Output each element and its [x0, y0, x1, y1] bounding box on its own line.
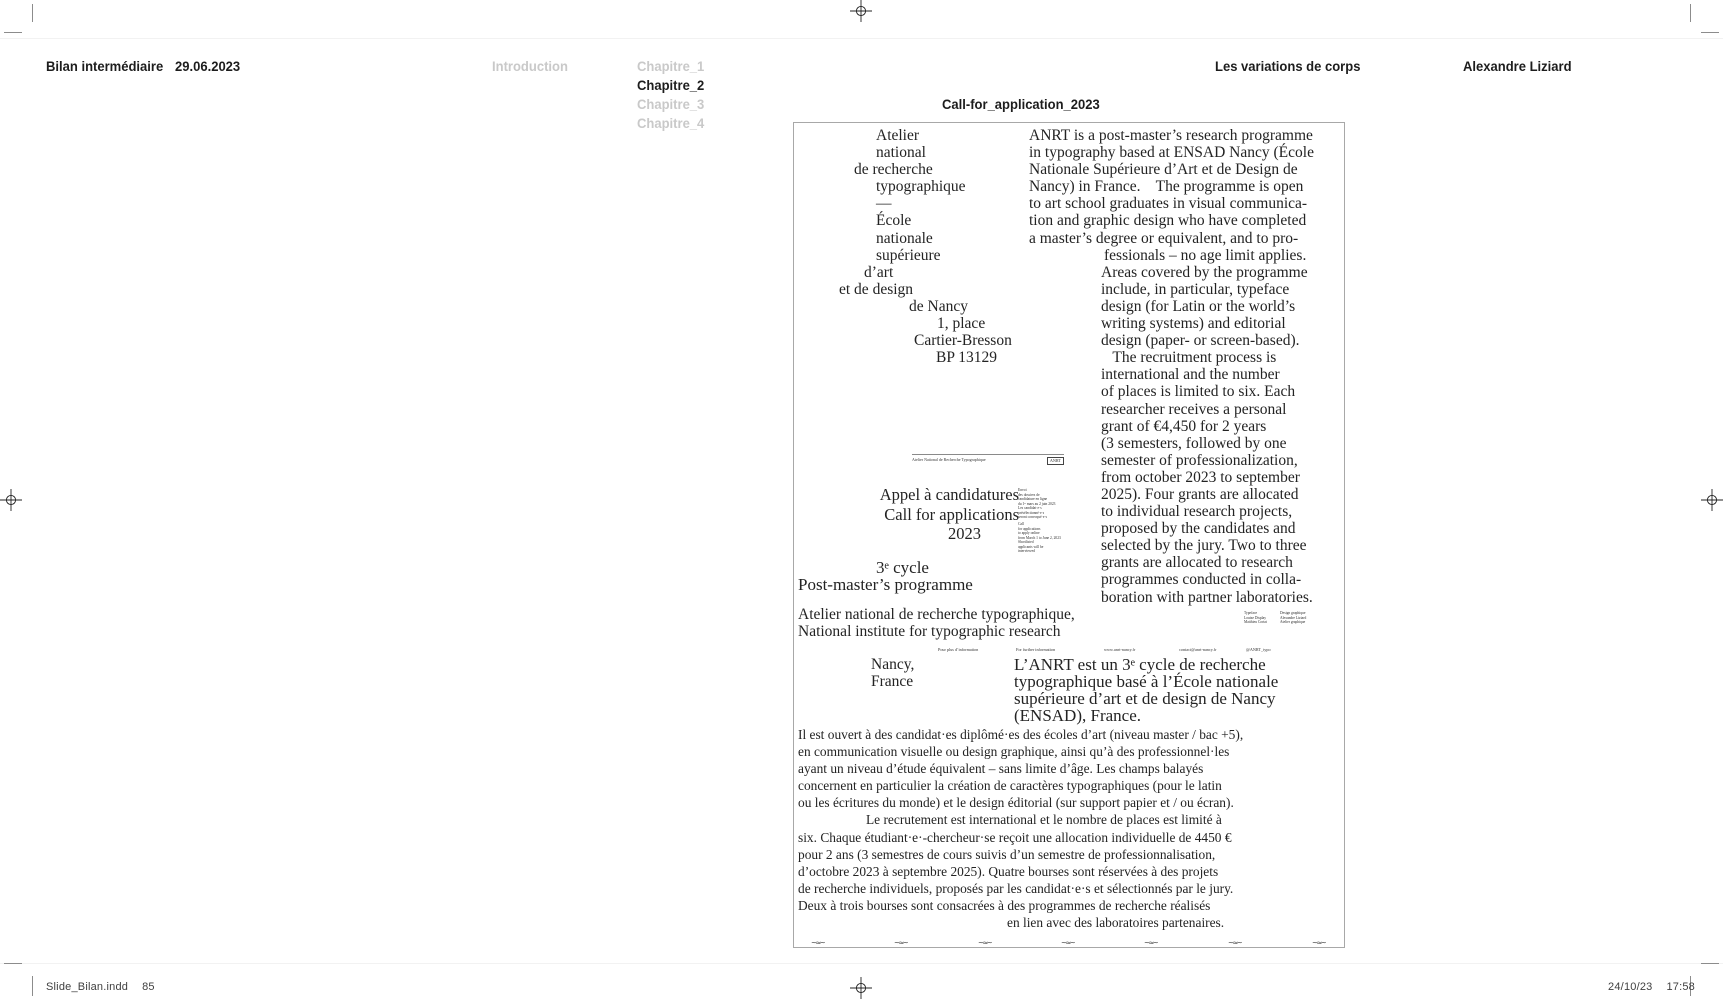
intro-en-line: in typography based at ENSAD Nancy (École [1029, 144, 1314, 162]
intro-en-line: a master’s degree or equivalent, and to pro- [1029, 229, 1299, 247]
intro-en-line: fessionals – no age limit applies. [1104, 246, 1307, 264]
registration-mark-icon [1701, 489, 1723, 511]
fr-line: de recherche individuels, proposés par les candidat·e·s et sélectionnés par le jury. [798, 880, 1234, 896]
intro-en-line: researcher receives a personal [1101, 400, 1287, 418]
location-line: Nancy, [871, 656, 915, 673]
fr-line: concernent en particulier la création de caractères typographiques (pour le latin [798, 778, 1222, 794]
micro-line: Envoi [1018, 488, 1027, 492]
anrt-fr-line: L’ANRT est un 3ᵉ cycle de recherche [1014, 655, 1266, 674]
info-item: Pour plus d’information [938, 647, 979, 652]
crop-mark [1690, 4, 1691, 22]
footer-right [1608, 981, 1695, 993]
intro-en-line: tion and graphic design who have completed [1029, 212, 1307, 230]
cycle-line: Post-master’s programme [798, 575, 973, 595]
artwork-title: Call-for_application_2023 [942, 96, 1100, 112]
partner-logo-icon: ~≈~ [1061, 939, 1075, 947]
registration-mark-icon [850, 0, 872, 22]
micro-line: for applications [1018, 526, 1041, 531]
chapter-nav [637, 57, 704, 133]
footer-page-number: 85 [142, 981, 155, 993]
intro-en-line: semester of professionalization, [1101, 451, 1298, 469]
micro-line: présélectionné·e·s [1018, 510, 1045, 515]
fr-line: Il est ouvert à des candidat·es diplômé·es des écoles d’art (niveau master / bac +5), [798, 727, 1244, 742]
fr-line: pour 2 ans (3 semestres de cours suivis d’un semestre de professionnalisation, [798, 846, 1216, 862]
location-line: France [871, 673, 914, 691]
fr-line: ayant un niveau d’étude équivalent – sans limite d’âge. Les champs balayés [798, 761, 1204, 777]
call-line: 2023 [948, 524, 981, 543]
intro-en-line: The recruitment process is [1101, 349, 1277, 367]
intro-en-line: Areas covered by the programme [1101, 263, 1308, 281]
address-line: nationale [876, 229, 933, 247]
fr-line: Deux à trois bourses sont consacrées à des programmes de recherche réalisés [798, 897, 1211, 913]
fr-line: ou les écritures du monde) et le design éditorial (sur support papier et / ou écran). [798, 795, 1234, 811]
info-item: For further information [1016, 647, 1056, 652]
chapter-item: Chapitre_3 [637, 96, 705, 112]
address-line: typographique [876, 178, 966, 196]
call-line: Call for applications [884, 504, 1019, 524]
info-item: www.anrt-nancy.fr [1104, 647, 1136, 652]
micro-text-fr [1018, 488, 1055, 520]
intro-en-line: to individual research projects, [1101, 503, 1293, 521]
intro-en-line: ANRT is a post-master’s research programme [1029, 127, 1313, 144]
intro-en-line: of places is limited to six. Each [1101, 383, 1296, 401]
fr-line: en communication visuelle ou design graphique, ainsi qu’à des professionnel·les [798, 744, 1230, 760]
micro-line: Call [1018, 522, 1024, 526]
address-line: 1, place [937, 315, 986, 333]
fr-line: Le recrutement est international et le nombre de places est limité à [866, 812, 1222, 828]
crop-mark [32, 4, 33, 22]
credits-col-1 [1244, 611, 1267, 625]
intro-en-line: 2025). Four grants are allocated [1101, 485, 1299, 503]
intro-en-line: Nancy) in France. The programme is open [1029, 178, 1304, 196]
intro-en-line: international and the number [1101, 366, 1280, 384]
intro-en-line: (3 semesters, followed by one [1101, 434, 1287, 452]
anrt-fr-line: typographique basé à l’École nationale [1014, 672, 1279, 692]
address-line: d’art [864, 263, 894, 281]
intro-en-line: selected by the jury. Two to three [1101, 537, 1307, 555]
credit-line: Louize Display [1244, 615, 1267, 620]
credit-line: Matthieu Cortat [1244, 620, 1267, 624]
call-block [794, 485, 1019, 544]
intro-en-line: grant of €4,450 for 2 years [1101, 417, 1267, 435]
credit-line: Typeface [1244, 611, 1258, 615]
address-line: national [876, 144, 926, 162]
partner-logo-icon: ~≈~ [811, 939, 825, 947]
crop-mark [4, 32, 22, 33]
micro-line: interviewed [1018, 549, 1035, 553]
registration-mark-icon [850, 977, 872, 999]
address-line: Atelier [876, 127, 920, 144]
address-line: et de design [839, 280, 914, 298]
crop-mark [4, 963, 22, 964]
micro-text-en [1018, 522, 1061, 554]
anrt-logo-text: Atelier National de Recherche Typographique [912, 456, 986, 462]
address-line: supérieure [876, 246, 941, 264]
credit-line: Atelier graphique [1280, 620, 1306, 624]
partner-logo-icon: ~≈~ [978, 939, 992, 947]
address-line: de Nancy [909, 297, 968, 315]
intro-en-line: grants are allocated to research [1101, 554, 1293, 572]
micro-line: candidature en ligne [1018, 497, 1048, 501]
intro-en-line: writing systems) and editorial [1101, 315, 1286, 333]
intro-en-line: design (paper- or screen-based). [1101, 332, 1300, 350]
footer-date: 24/10/23 [1608, 981, 1653, 993]
registration-mark-icon [0, 489, 22, 511]
info-item: @ANRT_typo [1246, 647, 1271, 652]
credits-col-2 [1280, 611, 1306, 625]
partner-logo-icon: ~≈~ [1144, 939, 1158, 947]
crop-mark [32, 976, 33, 996]
address-line: — [876, 195, 892, 213]
intro-en-line: proposed by the candidates and [1101, 520, 1296, 538]
micro-line: Shortlisted [1018, 540, 1034, 544]
series-title: Les variations de corps [1215, 58, 1361, 74]
fr-line: six. Chaque étudiant·e·-chercheur·se reçoit une allocation individuelle de 4450 € [798, 829, 1232, 845]
author-name: Alexandre Liziard [1463, 58, 1572, 74]
trim-line-bottom [0, 963, 1723, 964]
micro-line: des dossiers de [1018, 492, 1040, 497]
anrt-logo-line [912, 454, 1064, 465]
intro-en-line: to art school graduates in visual communica- [1029, 195, 1308, 213]
cycle-block [794, 559, 1346, 593]
chapter-item: Chapitre_4 [637, 115, 705, 131]
micro-line: from March 1 to June 2, 2023 [1018, 535, 1061, 540]
address-line: de recherche [854, 161, 933, 179]
intro-en-line: programmes conducted in colla- [1101, 571, 1302, 589]
call-line: Appel à candidatures [879, 485, 1019, 504]
fr-line: d’octobre 2023 à septembre 2025). Quatre bourses sont réservées à des projets [798, 863, 1219, 879]
footer-left [46, 981, 155, 993]
address-line: Cartier-Bresson [914, 332, 1012, 350]
micro-line: to apply online [1018, 531, 1040, 535]
credit-line: Alexandre Liziard [1280, 615, 1307, 620]
intro-en-line: include, in particular, typeface [1101, 280, 1290, 298]
footer-time: 17:58 [1666, 981, 1695, 993]
doc-date: 29.06.2023 [175, 58, 241, 74]
anrt-fr-block [794, 656, 1346, 724]
micro-line: seront convoqué·e·s [1018, 515, 1048, 519]
credit-line: Design graphique [1280, 611, 1306, 615]
chapter-item: Chapitre_1 [637, 58, 705, 74]
doc-title: Bilan intermédiaire [46, 58, 164, 74]
address-line: BP 13129 [936, 349, 998, 367]
anrt-fr-line: supérieure d’art et de design de Nancy [1014, 689, 1276, 709]
partner-logo-icon: ~≈~ [894, 939, 908, 947]
intro-en-line: from october 2023 to september [1101, 468, 1300, 486]
anrt-badge: ANRT [1047, 457, 1064, 465]
fr-paragraph-block [794, 726, 1346, 931]
partner-logo-icon: ~≈~ [1228, 939, 1242, 947]
partner-logo-icon: ~≈~ [1312, 939, 1326, 947]
address-line: École [876, 212, 912, 230]
info-item: contact@anrt-nancy.fr [1179, 647, 1217, 652]
partner-logos-row [794, 939, 1346, 951]
trim-line-top [0, 38, 1723, 39]
intro-en-line: design (for Latin or the world’s [1101, 297, 1296, 315]
fr-line: en lien avec des laboratoires partenaires. [1007, 915, 1225, 931]
micro-line: applicants will be [1018, 544, 1044, 549]
chapter-item: Chapitre_2 [637, 77, 705, 93]
crop-mark [1701, 963, 1719, 964]
intro-en-line: boration with partner laboratories. [1101, 588, 1313, 606]
nav-introduction: Introduction [492, 58, 568, 74]
cycle-line: 3ᵉ cycle [876, 558, 929, 577]
info-row [794, 647, 1346, 654]
micro-line: Les candidat·e·s [1018, 506, 1042, 510]
institute-line: Atelier national de recherche typographique, [798, 606, 1075, 623]
poster-call-for-applications [793, 122, 1345, 948]
micro-line: du 1ᵉʳ mars au 2 juin 2023 [1018, 501, 1056, 506]
intro-en-line: Nationale Supérieure d’Art et de Design de [1029, 161, 1298, 179]
institute-line: National institute for typographic research [798, 623, 1061, 641]
anrt-fr-line: (ENSAD), France. [1014, 706, 1141, 726]
footer-filename: Slide_Bilan.indd [46, 981, 129, 993]
crop-mark [1701, 32, 1719, 33]
